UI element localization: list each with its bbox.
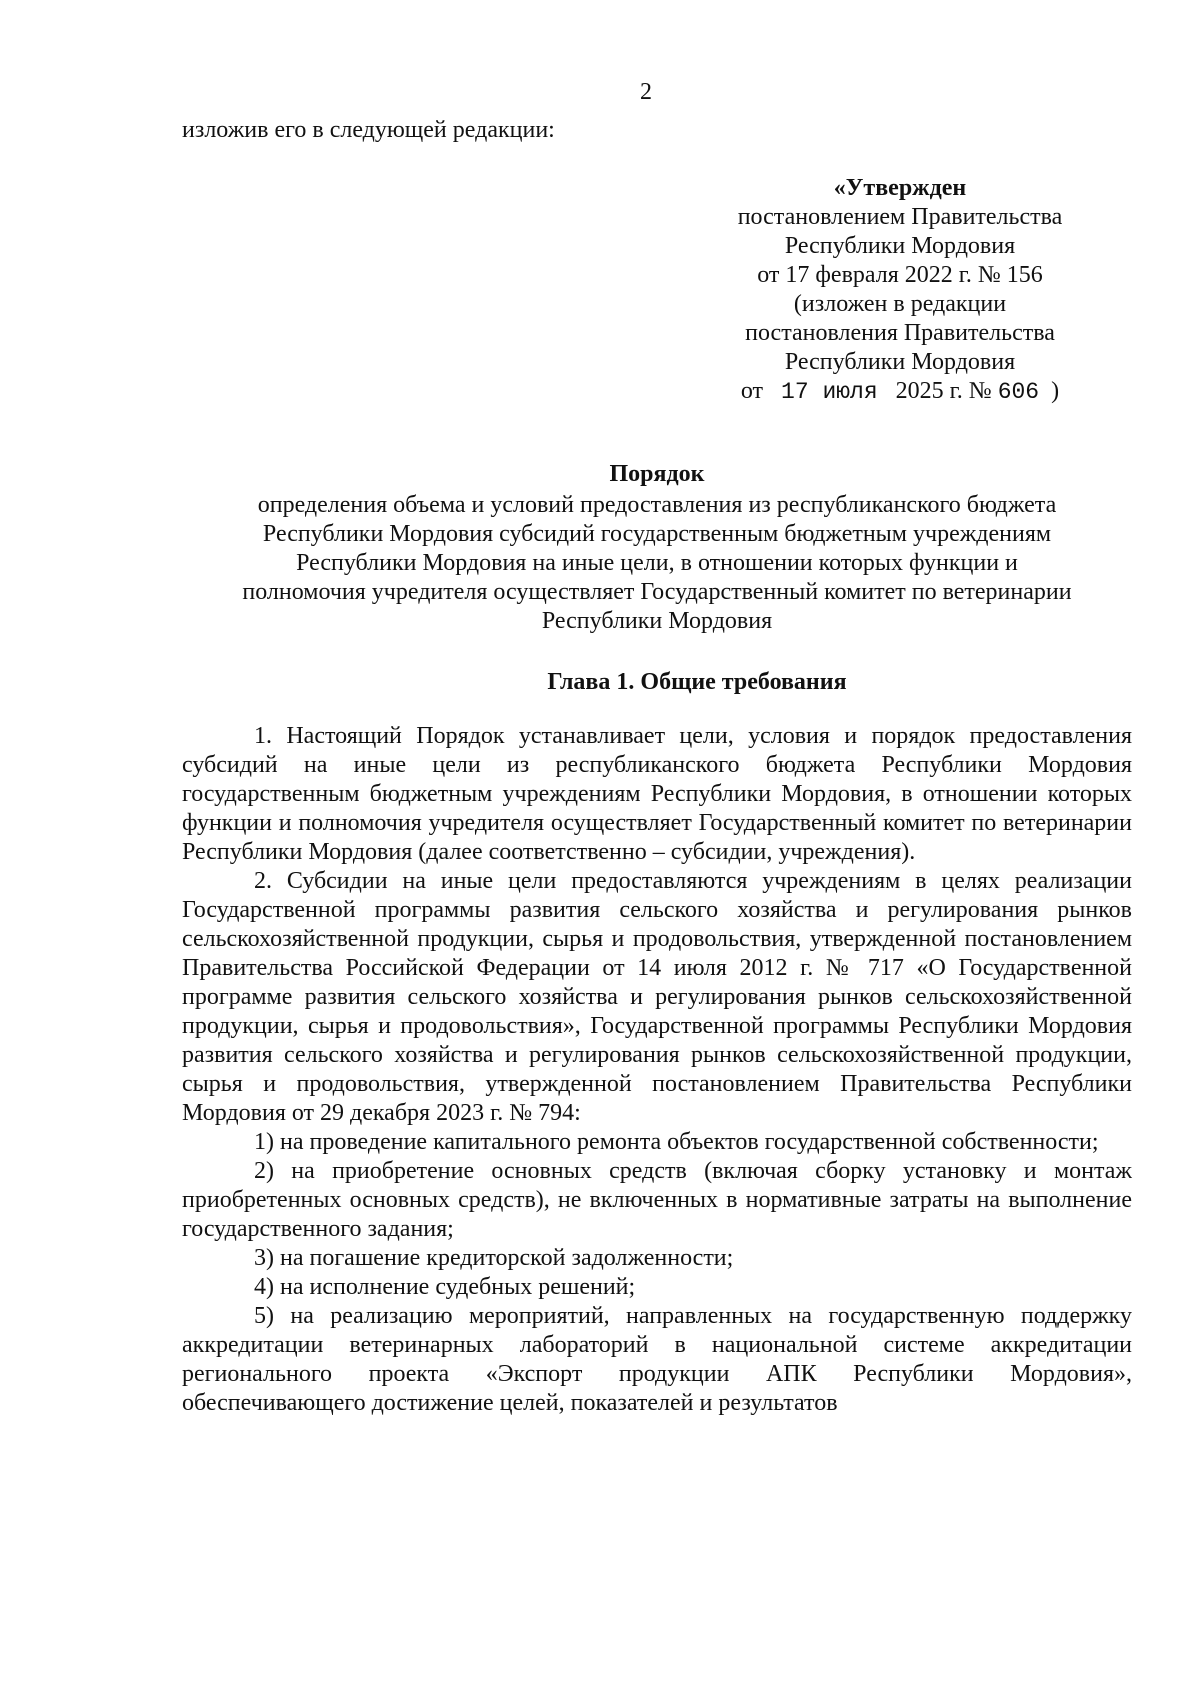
chapter-heading: Глава 1. Общие требования xyxy=(547,669,847,695)
paragraph: 1) на проведение капитального ремонта объектов государственной собственности; xyxy=(254,1129,1099,1155)
paragraph: 1. Настоящий Порядок устанавливает цели, условия и порядок предоставления субсидий на иные цели из республиканского бюджета Республики Мордовия государственным бюджетным учреждениям Республики Мордовия, в отношении которых функции и полномочия учредителя осуществляет Государственный комитет по ветеринарии Республики Мордовия (далее соответственно – субсидии, учреждения). xyxy=(182,723,1132,865)
title-heading: Порядок xyxy=(609,461,705,487)
intro-line: изложив его в следующей редакции: xyxy=(182,117,555,143)
number-filled: 606 xyxy=(997,379,1040,405)
approval-line: постановлением Правительства xyxy=(737,204,1063,230)
paragraph: 2. Субсидии на иные цели предоставляются учреждениям в целях реализации Государственной программы развития сельского хозяйства и регулирования рынков сельскохозяйственной продукции, сырья и продовольствия, утвержденной постановлением Правительства Российской Федерации от 14 июля 2012 г. № 717 «О Государственной программе развития сельского хозяйства и регулирования рынков сельскохозяйственной продукции, сырья и продовольствия», Государственной программы Республики Мордовия развития сельского хозяйства и регулирования рынков сельскохозяйственной продукции, сырья и продовольствия, утвержденной постановлением Правительства Республики Мордовия от 29 декабря 2023 г. № 794: xyxy=(182,868,1132,1126)
approval-title: «Утвержден xyxy=(833,175,967,201)
paragraph: 3) на погашение кредиторской задолженности; xyxy=(254,1245,734,1271)
date-filled: 17 июля xyxy=(781,379,878,405)
approval-date-line xyxy=(690,377,1110,407)
approval-line: Республики Мордовия xyxy=(784,233,1016,259)
approval-line: (изложен в редакции xyxy=(793,291,1007,317)
paragraph: 4) на исполнение судебных решений; xyxy=(254,1274,636,1300)
page-number: 2 xyxy=(640,79,652,105)
approval-line: от 17 февраля 2022 г. № 156 xyxy=(757,262,1043,288)
document-title xyxy=(182,460,1132,636)
date-suffix: ) xyxy=(1051,378,1060,404)
body-text xyxy=(182,722,1132,1418)
paragraph: 2) на приобретение основных средств (включая сборку установку и монтаж приобретенных основных средств), не включенных в нормативные затраты на выполнение государственного задания; xyxy=(182,1158,1132,1242)
date-prefix: от xyxy=(740,378,764,404)
approval-block xyxy=(690,174,1110,407)
approval-line: постановления Правительства xyxy=(745,320,1055,346)
date-year: 2025 г. № xyxy=(895,378,992,404)
paragraph: 5) на реализацию мероприятий, направленных на государственную поддержку аккредитации ветеринарных лабораторий в национальной системе аккредитации регионального проекта «Экспорт продукции АПК Республики Мордовия», обеспечивающего достижение целей, показателей и результатов xyxy=(182,1303,1132,1416)
title-subtitle: определения объема и условий предоставления из республиканского бюджета Республики Мордовия субсидий государственным бюджетным учреждениям Республики Мордовия на иные цели, в отношении которых функции и полномочия учредителя осуществляет Государственный комитет по ветеринарии Республики Мордовия xyxy=(242,492,1072,634)
approval-line: Республики Мордовия xyxy=(784,349,1016,375)
